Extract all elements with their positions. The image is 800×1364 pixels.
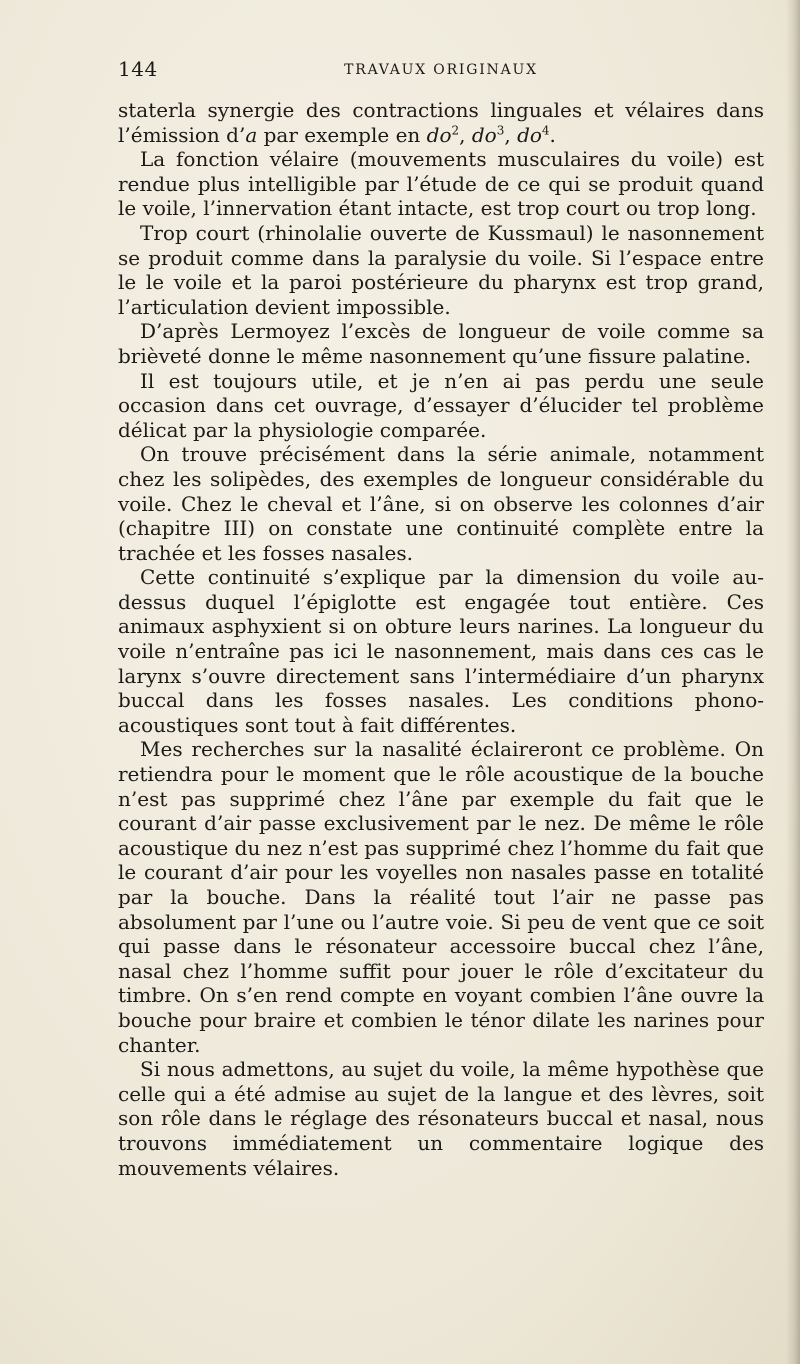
paragraph: On trouve précisément dans la série animale, notamment chez les solipèdes, des exemples de longueur considérable du voile. Chez le cheval et l’âne, si on observe les colonnes d’air (chapitre III) on constate une continuité complète entre la trachée et les fosses nasales.: [118, 442, 764, 565]
italic-fragment: do: [471, 122, 497, 147]
italic-fragment: do: [517, 122, 542, 147]
text-fragment: ,: [459, 122, 472, 147]
paragraph: Trop court (rhinolalie ouverte de Kussmaul) le nasonnement se produit comme dans la paralysie du voile. Si l’espace entre le le voile et la paroi postérieure du pharynx est trop grand, l’articulation devient impossible.: [118, 220, 764, 319]
paragraph: La fonction vélaire (mouvements musculaires du voile) est rendue plus intelligible par l’étude de ce qui se produit quand le voile, l’innervation étant intacte, est trop court ou trop long.: [118, 147, 764, 221]
superscript: 2: [451, 122, 460, 137]
text-fragment: staterla synergie des contractions linguales et vélaires dans l’émission d’: [118, 98, 764, 147]
page-edge-shadow: [786, 0, 800, 1364]
paragraph: Cette continuité s’explique par la dimension du voile au-dessus duquel l’épiglotte est engagée tout entière. Ces animaux asphyxient si on obture leurs narines. La longueur du voile n’entraîne pas ici le nasonnement, mais dans ces cas le larynx s’ouvre directement sans l’intermédiaire d’un pharynx buccal dans les fosses nasales. Les conditions phono-acoustiques sont tout à fait différentes.: [118, 565, 764, 737]
text-fragment: ,: [504, 122, 518, 147]
paragraph: Mes recherches sur la nasalité éclaireront ce problème. On retiendra pour le moment que le rôle acoustique de la bouche n’est pas supprimé chez l’âne par exemple du fait que le courant d’air passe exclusivement par le nez. De même le rôle acoustique du nez n’est pas supprimé chez l’homme du fait que le courant d’air pour les voyelles non nasales passe en totalité par la bouche. Dans la réalité tout l’air ne passe pas absolument par l’une ou l’autre voie. Si peu de vent que ce soit qui passe dans le résonateur accessoire buccal chez l’âne, nasal chez l’homme suffit pour jouer le rôle d’excitateur du timbre. On s’en rend compte en voyant combien l’âne ouvre la bouche pour braire et combien le ténor dilate les narines pour chanter.: [118, 737, 764, 1057]
superscript: 3: [496, 122, 505, 137]
running-title: TRAVAUX ORIGINAUX: [344, 62, 538, 78]
page-header: [118, 56, 764, 86]
paragraph: Il est toujours utile, et je n’en ai pas perdu une seule occasion dans cet ouvrage, d’essayer d’élucider tel problème délicat par la physiologie comparée.: [118, 368, 764, 442]
italic-fragment: do: [426, 122, 452, 147]
page-number: 144: [118, 57, 158, 81]
italic-fragment: a: [245, 122, 258, 147]
paragraph: D’après Lermoyez l’excès de longueur de voile comme sa brièveté donne le même nasonnement qu’une fissure palatine.: [118, 319, 764, 368]
text-fragment: par exemple en: [257, 122, 427, 147]
body-text: [118, 98, 764, 1180]
paragraph: [118, 98, 764, 147]
text-fragment: .: [549, 122, 556, 147]
paragraph: Si nous admettons, au sujet du voile, la même hypothèse que celle qui a été admise au sujet de la langue et des lèvres, soit son rôle dans le réglage des résonateurs buccal et nasal, nous trouvons immédiatement un commentaire logique des mouvements vélaires.: [118, 1057, 764, 1180]
superscript: 4: [541, 122, 550, 137]
